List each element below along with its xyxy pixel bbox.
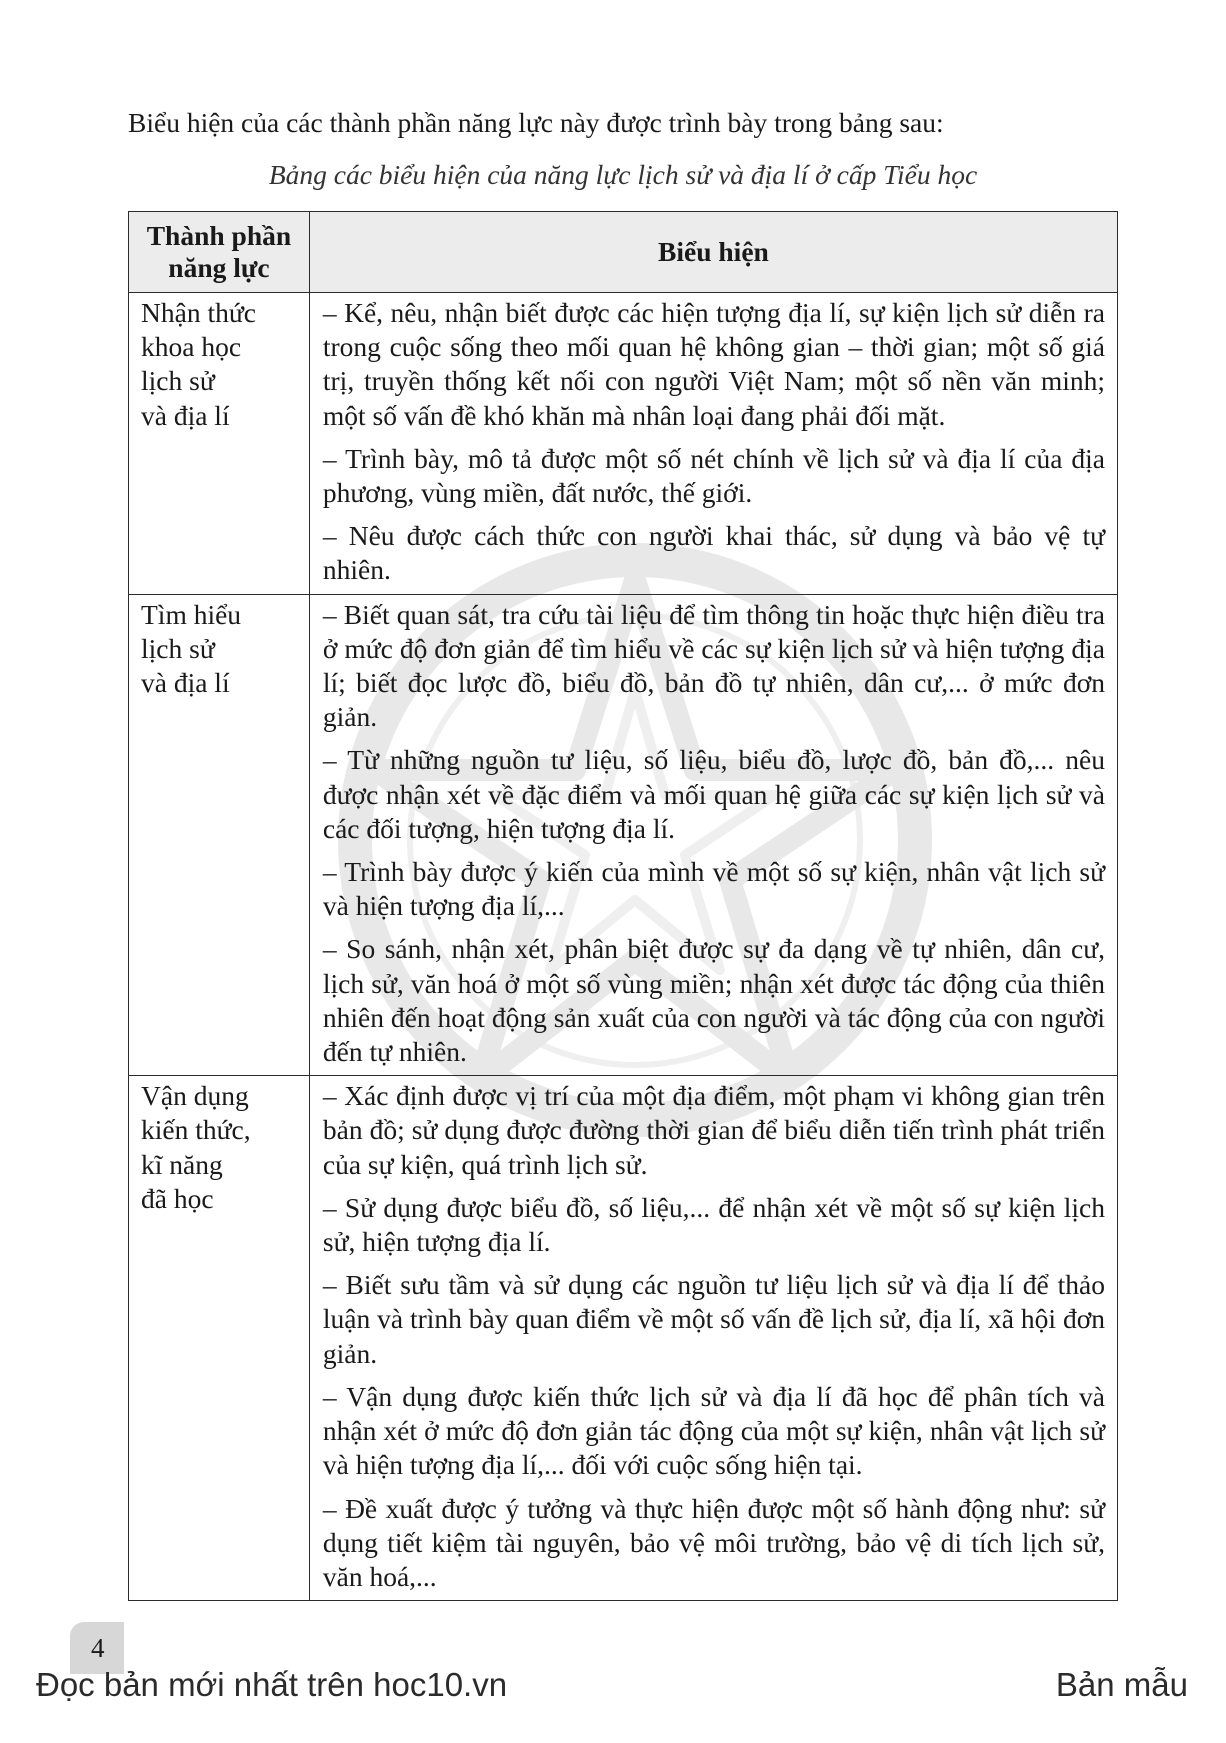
component-line: kiến thức, [141,1114,251,1146]
component-line: khoa học [141,331,242,363]
header-expression-label: Biểu hiện [658,236,769,267]
expression-item: – Sử dụng được biểu đồ, số liệu,... để nhận xét về một số sự kiện lịch sử, hiện tượng địa lí. [322,1191,1105,1258]
component-cell [129,293,310,595]
component-line: kĩ năng [141,1148,223,1180]
component-line: và địa lí [141,399,230,431]
header-expression [309,212,1117,293]
expression-cell [309,1076,1117,1601]
intro-paragraph: Biểu hiện của các thành phần năng lực này được trình bày trong bảng sau: [128,107,944,138]
component-cell [129,1076,310,1601]
expression-item: – Nêu được cách thức con người khai thác, sử dụng và bảo vệ tự nhiên. [322,520,1105,586]
expression-cell [309,293,1117,595]
component-line: đã học [141,1182,214,1214]
expression-item: – Trình bày, mô tả được một số nét chính về lịch sử và địa lí của địa phương, vùng miền, đất nước, thế giới. [322,442,1105,509]
expression-item: – Trình bày được ý kiến của mình về một số sự kiện, nhân vật lịch sử và hiện tượng địa lí,... [322,856,1105,922]
header-component [129,212,310,293]
component-line: lịch sử [141,632,215,664]
expression-item: – Xác định được vị trí của một địa điểm, một phạm vi không gian trên bản đồ; sử dụng được đường thời gian để biểu diễn tiến trình phát triển của sự kiện, quá trình lịch sử. [322,1080,1105,1180]
component-line: Vận dụng [141,1080,249,1112]
footer-source-text: Đọc bản mới nhất trên hoc10.vn [36,1666,508,1703]
expression-item: – Biết sưu tầm và sử dụng các nguồn tư liệu lịch sử và địa lí để thảo luận và trình bày quan điểm về một số vấn đề lịch sử, địa lí, xã hội đơn giản. [322,1269,1105,1369]
table-row [129,293,1118,595]
component-line: và địa lí [141,667,230,699]
expression-item: – Đề xuất được ý tưởng và thực hiện được một số hành động như: sử dụng tiết kiệm tài nguyên, bảo vệ môi trường, bảo vệ di tích lịch sử, văn hoá,... [322,1492,1105,1592]
footer-sample-label: Bản mẫu [1055,1666,1188,1703]
component-cell [129,594,310,1076]
component-line: lịch sử [141,365,215,397]
page-number: 4 [91,1633,105,1663]
competency-table [128,211,1118,1601]
table-caption: Bảng các biểu hiện của năng lực lịch sử và địa lí ở cấp Tiểu học [268,159,978,190]
table-header-row [129,212,1118,293]
expression-item: – Kể, nêu, nhận biết được các hiện tượng địa lí, sự kiện lịch sử diễn ra trong cuộc sống theo mối quan hệ không gian – thời gian; một số giá trị, truyền thống kết nối con người Việt Nam; một số nền văn minh; một số vấn đề khó khăn mà nhân loại đang phải đối mặt. [322,297,1105,431]
table-row [129,594,1118,1076]
expression-item: – Biết quan sát, tra cứu tài liệu để tìm thông tin hoặc thực hiện điều tra ở mức độ đơn giản để tìm hiểu về các sự kiện lịch sử và hiện tượng địa lí; biết đọc lược đồ, biểu đồ, bản đồ tự nhiên, dân cư,... ở mức đơn giản. [322,598,1105,733]
expression-item: – Vận dụng được kiến thức lịch sử và địa lí đã học để phân tích và nhận xét ở mức độ đơn giản tác động của một sự kiện, nhân vật lịch sử và hiện tượng địa lí,... đối với cuộc sống hiện tại. [322,1380,1105,1481]
component-line: Tìm hiểu [141,598,242,630]
header-component-label: Thành phần năng lực [146,220,292,283]
expression-item: – So sánh, nhận xét, phân biệt được sự đa dạng về tự nhiên, dân cư, lịch sử, văn hoá ở một số vùng miền; nhận xét được tác động của thiên nhiên đến hoạt động sản xuất của con người và tác động của con người đến tự nhiên. [322,933,1105,1068]
expression-cell [309,594,1117,1076]
component-line: Nhận thức [141,297,256,328]
expression-item: – Từ những nguồn tư liệu, số liệu, biểu đồ, lược đồ, bản đồ,... nêu được nhận xét về đặc điểm và mối quan hệ giữa các sự kiện lịch sử và các đối tượng, hiện tượng địa lí. [322,744,1105,844]
table-row [129,1076,1118,1601]
